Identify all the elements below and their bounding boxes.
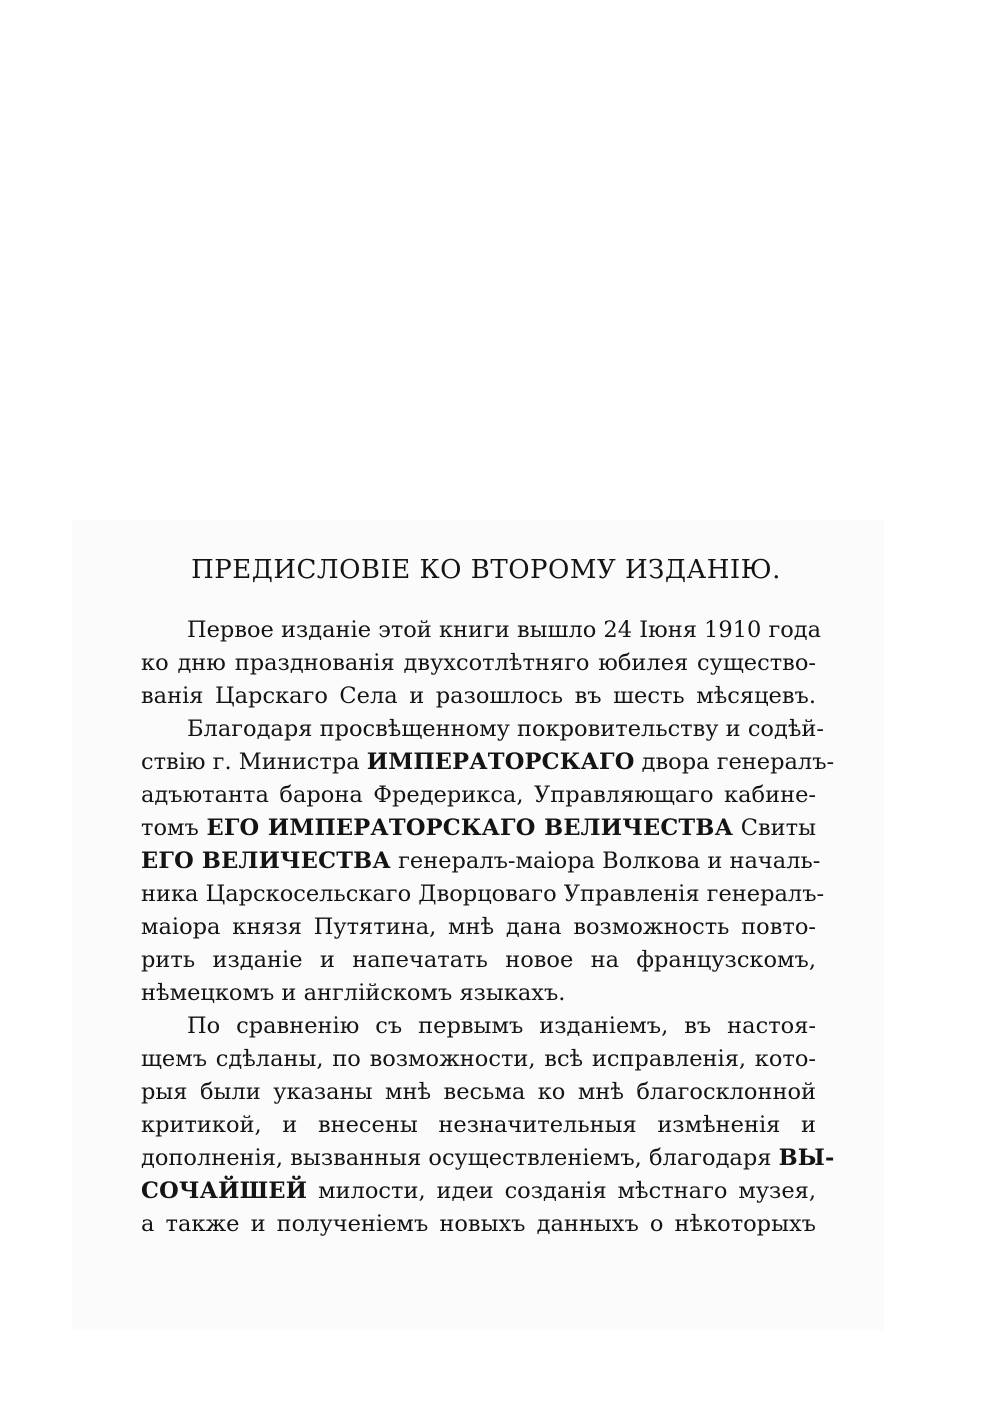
text-run: адъютанта барона Фредерикса, Управляющаго кабине- xyxy=(141,782,816,808)
text-run: двора генералъ- xyxy=(634,749,835,775)
emphasis-run: ЕГО ВЕЛИЧЕСТВА xyxy=(141,848,391,874)
text-line xyxy=(141,713,824,746)
body-text xyxy=(141,614,835,1241)
emphasis-run: ВЫ- xyxy=(778,1145,835,1171)
text-line xyxy=(141,746,835,779)
text-line xyxy=(141,1010,816,1043)
text-run: Первое изданіе этой книги вышло 24 Іюня 1910 года xyxy=(187,617,822,643)
text-run: Свиты xyxy=(733,815,817,841)
text-run: томъ xyxy=(141,815,207,841)
text-run: рить изданіе и напечатать новое на французскомъ, xyxy=(141,947,816,973)
text-run: ванія Царскаго Села и разошлось въ шесть мѣсяцевъ. xyxy=(141,683,816,709)
text-run: генералъ-маіора Волкова и началь- xyxy=(390,848,821,874)
text-line xyxy=(141,647,816,680)
text-line xyxy=(141,1208,816,1241)
text-run: ко дню празднованія двухсотлѣтняго юбилея существо- xyxy=(141,650,816,676)
text-line xyxy=(141,944,816,977)
text-line xyxy=(141,779,816,812)
text-line xyxy=(141,845,821,878)
text-run: милости, идеи созданія мѣстнаго музея, xyxy=(307,1178,816,1204)
text-run: маіора князя Путятина, мнѣ дана возможность повто- xyxy=(141,914,816,940)
page-heading: ПРЕДИСЛОВІЕ КО ВТОРОМУ ИЗДАНІЮ. xyxy=(191,555,781,585)
text-run: ствію г. Министра xyxy=(141,749,367,775)
text-line xyxy=(141,680,816,713)
text-run: ника Царскосельскаго Дворцоваго Управленія генералъ- xyxy=(141,881,825,907)
text-line xyxy=(141,812,816,845)
text-run: рыя были указаны мнѣ весьма ко мнѣ благосклонной xyxy=(141,1079,816,1105)
text-line xyxy=(141,911,816,944)
text-line xyxy=(141,878,825,911)
text-line xyxy=(141,977,600,1010)
text-run: По сравненію съ первымъ изданіемъ, въ настоя- xyxy=(187,1013,816,1039)
text-run: нѣмецкомъ и англійскомъ языкахъ. xyxy=(141,980,566,1006)
text-line xyxy=(141,1109,816,1142)
text-line xyxy=(141,1043,816,1076)
text-line xyxy=(141,1076,816,1109)
emphasis-run: ЕГО ИМПЕРАТОРСКАГО ВЕЛИЧЕСТВА xyxy=(206,815,734,841)
text-run: Благодаря просвѣщенному покровительству и содѣй- xyxy=(187,716,824,742)
text-line xyxy=(141,1175,816,1208)
emphasis-run: СОЧАЙШЕЙ xyxy=(141,1178,308,1204)
text-line xyxy=(141,1142,835,1175)
text-line xyxy=(141,614,822,647)
text-run: щемъ сдѣланы, по возможности, всѣ исправленія, кото- xyxy=(141,1046,816,1072)
text-run: дополненія, вызванныя осуществленіемъ, благодаря xyxy=(141,1145,779,1171)
emphasis-run: ИМПЕРАТОРСКАГО xyxy=(366,749,635,775)
text-run: а также и полученіемъ новыхъ данныхъ о нѣкоторыхъ xyxy=(141,1211,816,1237)
text-run: критикой, и внесены незначительныя измѣненія и xyxy=(141,1112,816,1138)
